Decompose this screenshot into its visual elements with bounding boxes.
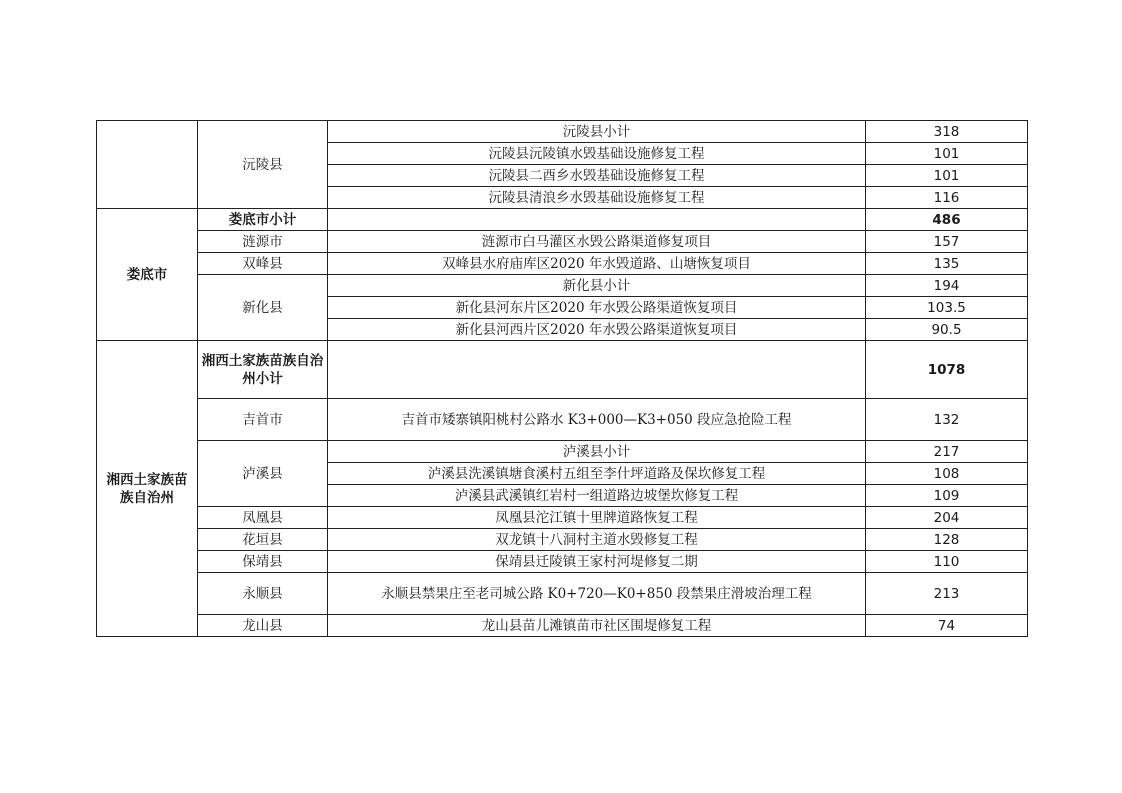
table-row — [97, 507, 1028, 529]
county-cell: 凤凰县 — [198, 507, 328, 529]
amount-cell: 194 — [866, 275, 1028, 297]
amount-cell: 157 — [866, 231, 1028, 253]
amount-cell: 101 — [866, 143, 1028, 165]
amount-cell: 90.5 — [866, 319, 1028, 341]
table-row — [97, 341, 1028, 399]
project-cell: 吉首市矮寨镇阳桃村公路水 K3+000—K3+050 段应急抢险工程 — [328, 399, 866, 441]
county-cell: 泸溪县 — [198, 441, 328, 507]
table-row — [97, 275, 1028, 297]
project-cell: 涟源市白马灌区水毁公路渠道修复项目 — [328, 231, 866, 253]
table-row — [97, 121, 1028, 143]
county-cell: 新化县 — [198, 275, 328, 341]
county-cell: 沅陵县 — [198, 121, 328, 209]
subtotal-label-cell: 娄底市小计 — [198, 209, 328, 231]
project-cell: 凤凰县沱江镇十里牌道路恢复工程 — [328, 507, 866, 529]
project-cell — [328, 209, 866, 231]
project-cell: 龙山县苗儿滩镇苗市社区围堤修复工程 — [328, 615, 866, 637]
county-cell: 花垣县 — [198, 529, 328, 551]
project-cell: 沅陵县清浪乡水毁基础设施修复工程 — [328, 187, 866, 209]
amount-cell: 486 — [866, 209, 1028, 231]
amount-cell: 101 — [866, 165, 1028, 187]
city-cell: 娄底市 — [97, 209, 198, 341]
amount-cell: 110 — [866, 551, 1028, 573]
project-cell: 保靖县迁陵镇王家村河堤修复二期 — [328, 551, 866, 573]
table-row — [97, 231, 1028, 253]
county-cell: 双峰县 — [198, 253, 328, 275]
subtotal-label-cell: 湘西土家族苗族自治州小计 — [198, 341, 328, 399]
project-cell: 双峰县水府庙库区2020 年水毁道路、山塘恢复项目 — [328, 253, 866, 275]
project-cell: 沅陵县沅陵镇水毁基础设施修复工程 — [328, 143, 866, 165]
table-row — [97, 209, 1028, 231]
table-row — [97, 573, 1028, 615]
county-cell: 永顺县 — [198, 573, 328, 615]
project-cell: 泸溪县洗溪镇塘食溪村五组至李什坪道路及保坎修复工程 — [328, 463, 866, 485]
amount-cell: 109 — [866, 485, 1028, 507]
amount-cell: 116 — [866, 187, 1028, 209]
project-cell: 泸溪县武溪镇红岩村一组道路边坡堡坎修复工程 — [328, 485, 866, 507]
amount-cell: 204 — [866, 507, 1028, 529]
county-cell: 龙山县 — [198, 615, 328, 637]
amount-cell: 103.5 — [866, 297, 1028, 319]
county-cell: 保靖县 — [198, 551, 328, 573]
amount-cell: 213 — [866, 573, 1028, 615]
project-cell: 新化县河东片区2020 年水毁公路渠道恢复项目 — [328, 297, 866, 319]
table-row — [97, 399, 1028, 441]
city-cell-empty — [97, 121, 198, 209]
amount-cell: 74 — [866, 615, 1028, 637]
project-cell — [328, 341, 866, 399]
project-cell: 沅陵县二酉乡水毁基础设施修复工程 — [328, 165, 866, 187]
county-cell: 涟源市 — [198, 231, 328, 253]
amount-cell: 132 — [866, 399, 1028, 441]
table-row — [97, 551, 1028, 573]
project-cell: 沅陵县小计 — [328, 121, 866, 143]
project-cell: 新化县河西片区2020 年水毁公路渠道恢复项目 — [328, 319, 866, 341]
city-cell: 湘西土家族苗族自治州 — [97, 341, 198, 637]
project-cell: 永顺县禁果庄至老司城公路 K0+720—K0+850 段禁果庄滑坡治理工程 — [328, 573, 866, 615]
amount-cell: 108 — [866, 463, 1028, 485]
amount-cell: 217 — [866, 441, 1028, 463]
amount-cell: 135 — [866, 253, 1028, 275]
table-row — [97, 615, 1028, 637]
county-cell: 吉首市 — [198, 399, 328, 441]
table-row — [97, 441, 1028, 463]
table-row — [97, 253, 1028, 275]
amount-cell: 318 — [866, 121, 1028, 143]
project-cell: 双龙镇十八洞村主道水毁修复工程 — [328, 529, 866, 551]
project-cell: 新化县小计 — [328, 275, 866, 297]
project-funding-table — [96, 120, 1028, 637]
amount-cell: 1078 — [866, 341, 1028, 399]
project-cell: 泸溪县小计 — [328, 441, 866, 463]
table-row — [97, 529, 1028, 551]
amount-cell: 128 — [866, 529, 1028, 551]
